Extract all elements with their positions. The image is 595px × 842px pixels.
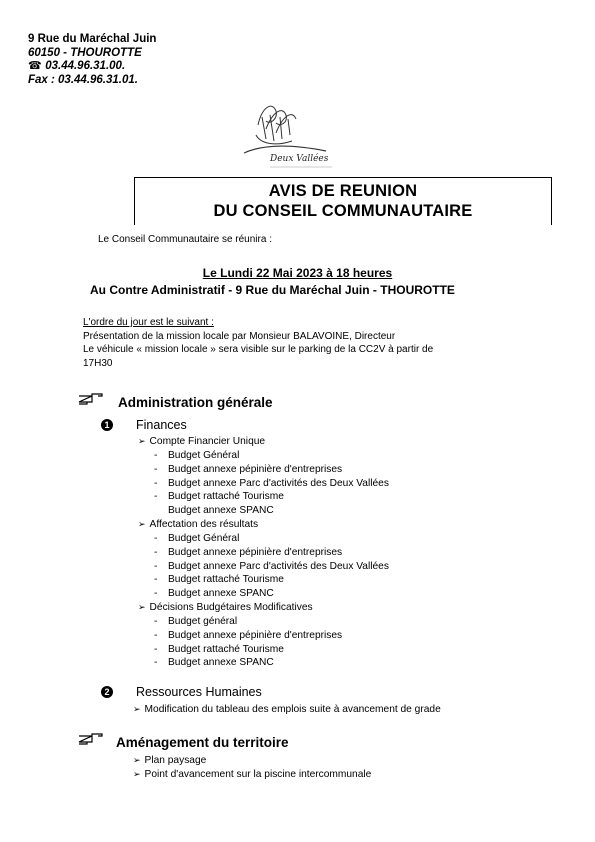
- agenda-line2: Le véhicule « mission locale » sera visible sur le parking de la CC2V à partir de: [83, 344, 434, 355]
- address-block: [28, 33, 156, 87]
- number-badge-2: 2: [101, 686, 113, 698]
- arrow-icon: ➢: [133, 755, 141, 765]
- list-item: - Budget annexe pépinière d'entreprises: [154, 463, 343, 475]
- page-subtitle: DU CONSEIL COMMUNAUTAIRE: [213, 202, 473, 220]
- list-amenagement: [133, 754, 371, 782]
- section-title-amenagement: Aménagement du territoire: [116, 735, 289, 750]
- section-title-admin: Administration générale: [118, 395, 273, 410]
- list-item: - Budget annexe Parc d'activités des Deux Vallées: [154, 477, 389, 489]
- list-item: - Budget annexe Parc d'activités des Deux Vallées: [154, 560, 389, 572]
- list-heading-dbm: [138, 601, 313, 615]
- meeting-place: Au Contre Administratif - 9 Rue du Maréchal Juin - THOUROTTE: [90, 283, 455, 297]
- list-item: Budget annexe SPANC: [168, 505, 274, 517]
- list-item: - Budget Général: [154, 533, 240, 544]
- fax-line: Fax : 03.44.96.31.01.: [28, 73, 138, 86]
- phone-line: [28, 60, 156, 74]
- list-affectation: [154, 532, 389, 601]
- list-dbm: [154, 615, 342, 670]
- address-line1: 9 Rue du Maréchal Juin: [28, 33, 157, 45]
- agenda-line3: 17H30: [83, 357, 113, 369]
- agenda-line1: Présentation de la mission locale par Monsieur BALAVOINE, Directeur: [83, 330, 396, 342]
- phone-number: 03.44.96.31.00.: [45, 60, 126, 72]
- list-item-label: Modification du tableau des emplois suite à avancement de grade: [144, 704, 441, 715]
- meeting-date: Le Lundi 22 Mai 2023 à 18 heures: [202, 266, 393, 280]
- title-box: [134, 177, 552, 225]
- list-item: - Budget général: [154, 616, 238, 627]
- list-item-rh: [133, 703, 441, 717]
- list-cfu: [154, 449, 389, 518]
- list-heading-label: Affectation des résultats: [149, 519, 259, 530]
- list-heading-cfu: [138, 435, 265, 449]
- logo: [236, 95, 342, 175]
- list-item: - Budget annexe SPANC: [154, 588, 274, 600]
- arrow-icon: ➢: [138, 602, 146, 612]
- page-title: AVIS DE REUNION: [268, 182, 418, 200]
- address-line2: 60150 - THOUROTTE: [28, 46, 142, 59]
- pointing-hand-icon: [78, 731, 104, 745]
- list-item: - Budget rattaché Tourisme: [154, 643, 284, 655]
- list-item: - Budget annexe pépinière d'entreprises: [154, 629, 343, 641]
- agenda-intro: [83, 316, 523, 370]
- list-item: - Budget Général: [154, 450, 240, 461]
- subsection-rh: Ressources Humaines: [136, 685, 262, 699]
- agenda-heading: L'ordre du jour est le suivant :: [83, 317, 214, 328]
- intro-text: Le Conseil Communautaire se réunira :: [98, 234, 272, 245]
- arrow-icon: ➢: [138, 436, 146, 446]
- logo-graphic: [236, 95, 342, 175]
- list-heading-label: Compte Financier Unique: [149, 436, 266, 447]
- logo-text: Deux Vallées: [270, 154, 329, 164]
- number-badge-1: 1: [101, 419, 113, 431]
- list-heading-affectation: [138, 518, 258, 532]
- arrow-icon: ➢: [133, 768, 141, 779]
- list-item: ➢ Point d'avancement sur la piscine intercommunale: [133, 768, 372, 780]
- list-item: ➢ Plan paysage: [133, 755, 207, 766]
- subsection-finances: Finances: [136, 418, 187, 432]
- list-heading-label: Décisions Budgétaires Modificatives: [149, 602, 313, 613]
- list-item: - Budget rattaché Tourisme: [154, 491, 284, 503]
- arrow-icon: ➢: [133, 704, 141, 714]
- list-item: - Budget rattaché Tourisme: [154, 574, 284, 586]
- arrow-icon: ➢: [138, 519, 146, 529]
- phone-icon: ☎: [28, 60, 42, 72]
- list-item: - Budget annexe SPANC: [154, 657, 274, 669]
- pointing-hand-icon: [78, 391, 104, 405]
- list-item: - Budget annexe pépinière d'entreprises: [154, 546, 343, 558]
